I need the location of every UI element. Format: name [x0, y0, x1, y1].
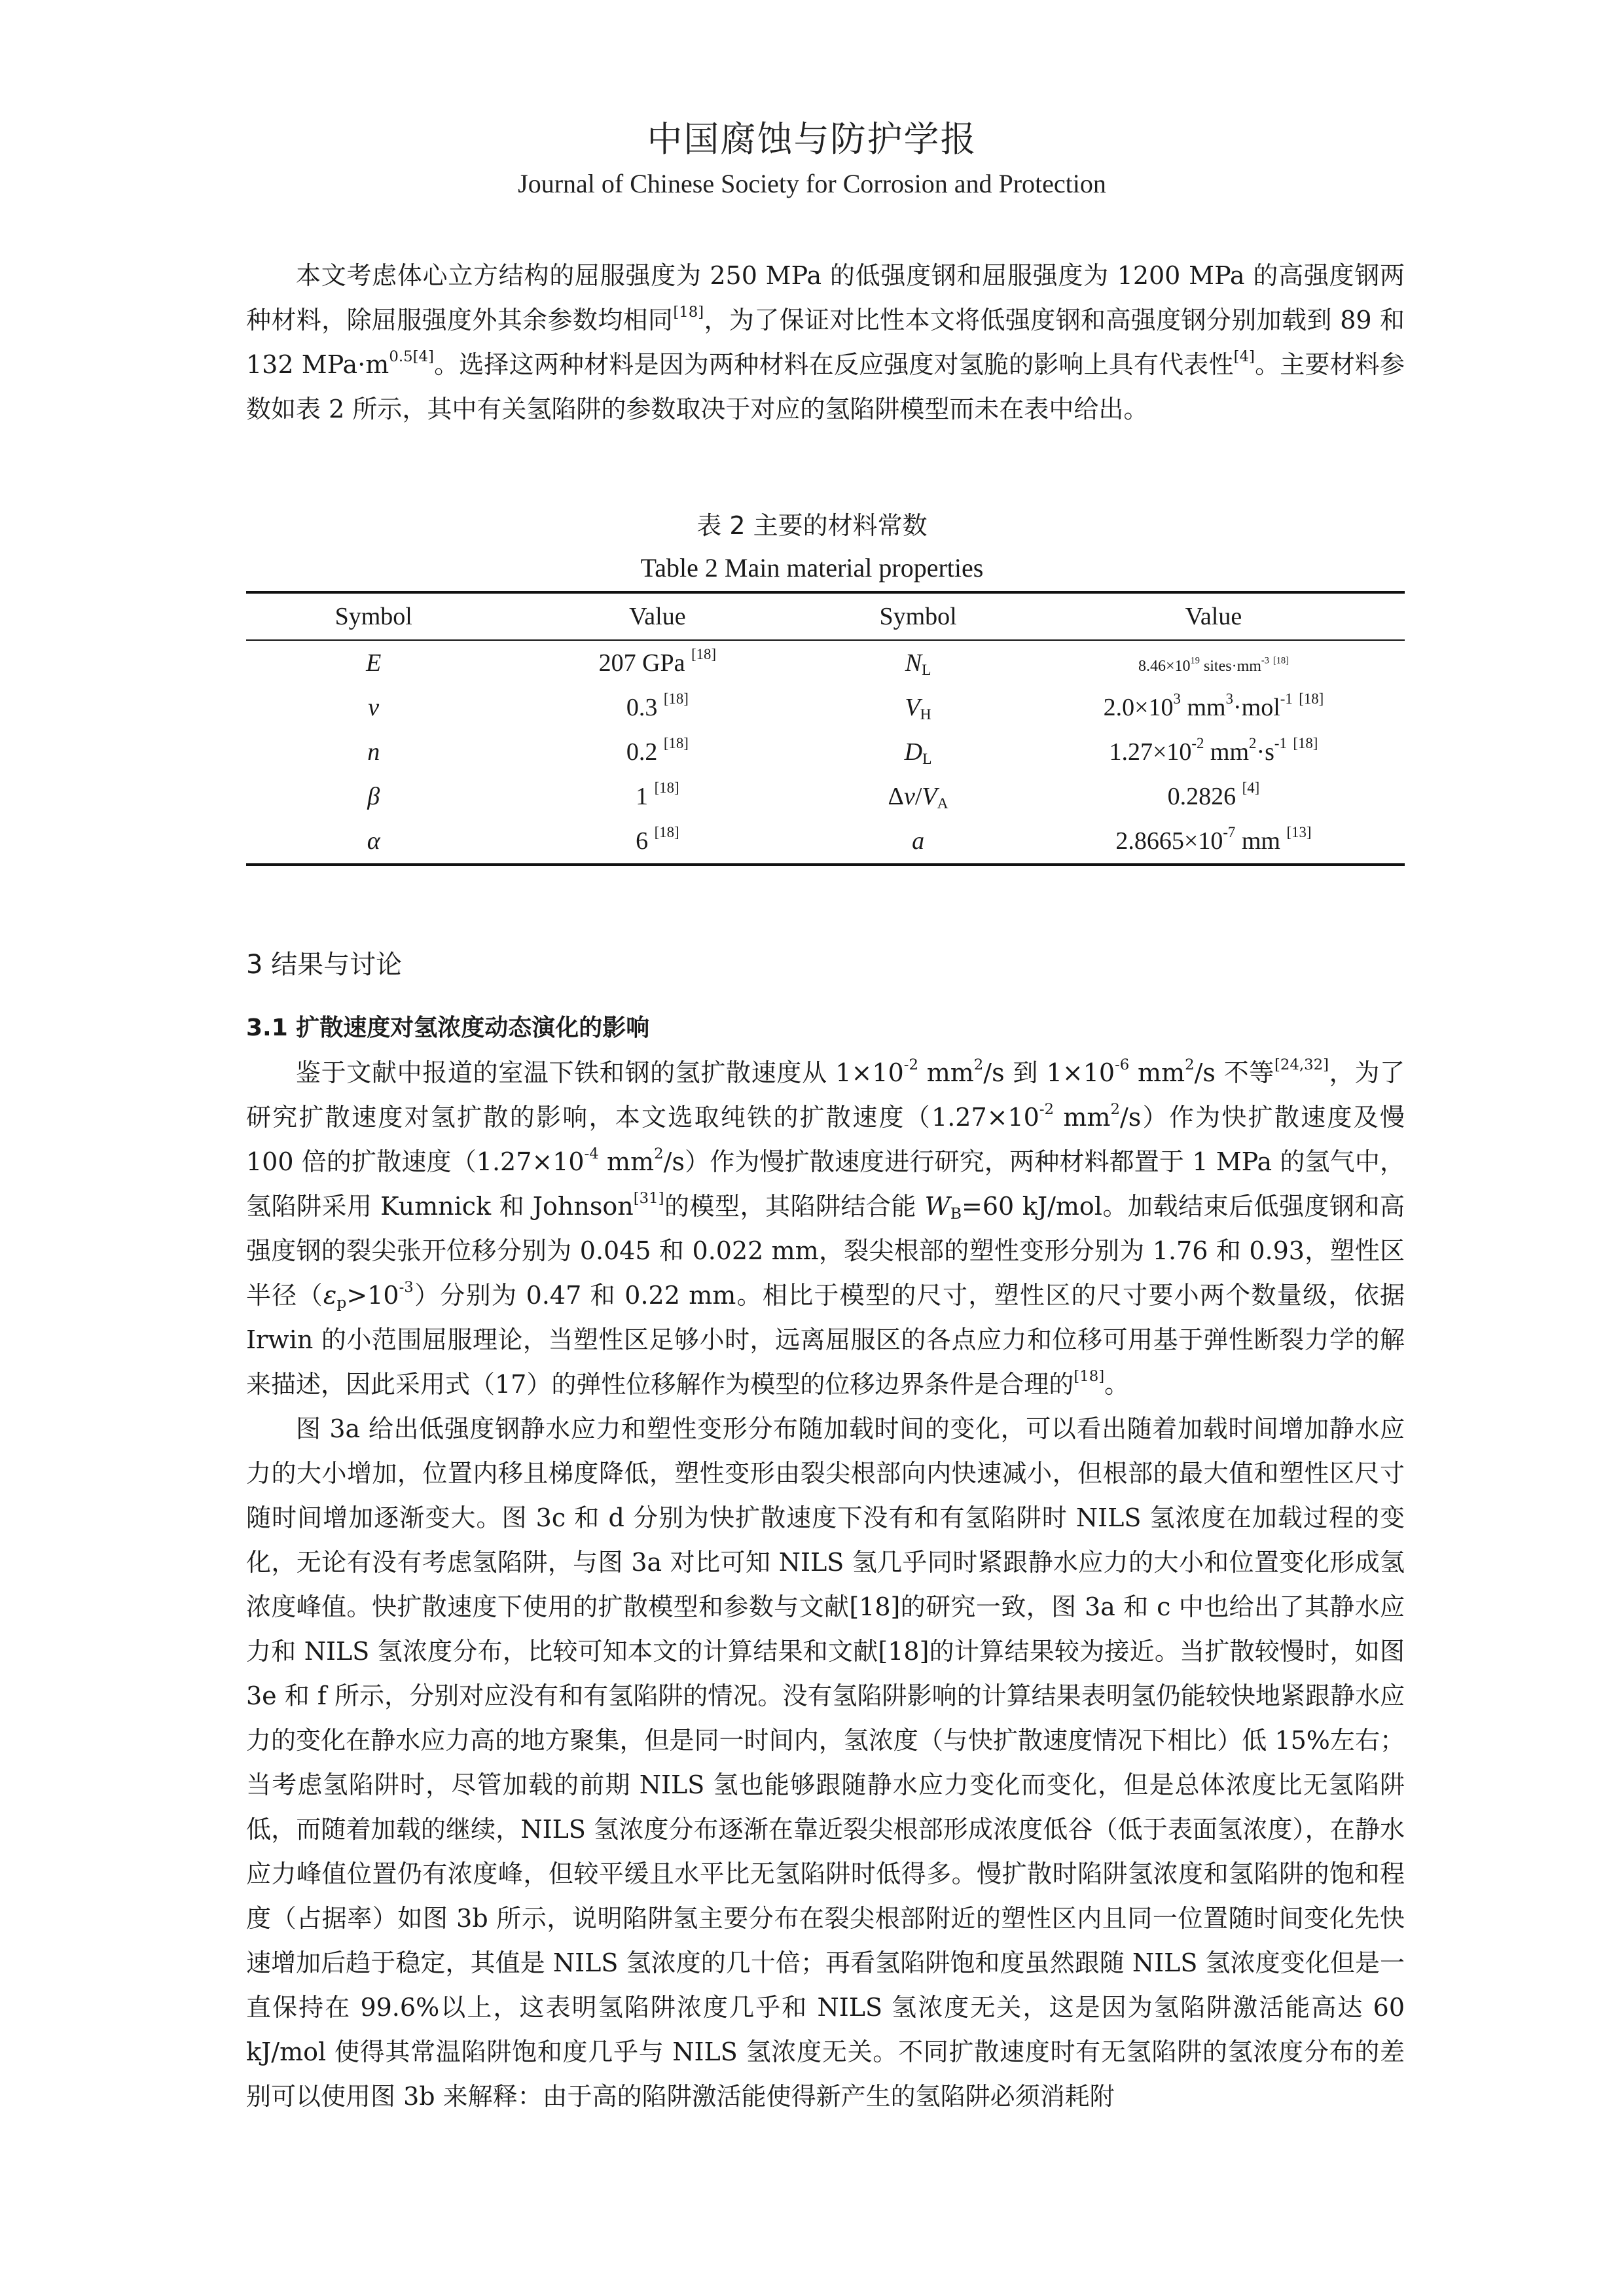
symbol-cell: E [366, 649, 382, 677]
journal-title-en: Journal of Chinese Society for Corrosion and Protection [518, 169, 1106, 198]
value-cell: 1 [18] [636, 779, 679, 810]
symbol-cell: $N_L$ [905, 649, 931, 679]
value-cell: $2.8665\times 10^{-7}$ mm [13] [1022, 819, 1405, 865]
symbol-cell: α [246, 819, 501, 865]
citation: [18] [1074, 1367, 1105, 1385]
table-row [246, 774, 1405, 819]
citation: [24,32] [1274, 1056, 1329, 1073]
table-row [246, 730, 1405, 774]
citation: [18] [673, 303, 704, 321]
table-caption-cn: 表 2 主要的材料常数 [696, 511, 928, 540]
value-cell: 0.2 [18] [626, 734, 689, 766]
value-cell: 0.2826 [4] [1167, 779, 1260, 810]
journal-title-cn: 中国腐蚀与防护学报 [647, 118, 977, 160]
column-header: Value [1022, 592, 1405, 640]
table-row [246, 640, 1405, 685]
intro-section [246, 253, 1405, 431]
symbol-cell: β [367, 783, 380, 810]
symbol-cell: v [368, 694, 380, 721]
symbol-cell: a [814, 819, 1022, 865]
value-cell: 0.3 [18] [626, 690, 689, 721]
citation: [31] [633, 1189, 664, 1207]
value-cell: 6 [18] [501, 819, 814, 865]
table-row [246, 819, 1405, 865]
body-paragraph: 图 3a 给出低强度钢静水应力和塑性变形分布随加载时间的变化，可以看出随着加载时间增加静水应力的大小增加，位置内移且梯度降低，塑性变形由裂尖根部向内快速减小，但根部的最大值和塑性区尺寸随时间增加逐渐变大。图 3c 和 d 分别为快扩散速度下没有和有氢陷阱时 NILS 氢浓度在加载过程的变化，无论有没有考虑氢陷阱，与图 3a 对比可知 NILS 氢几乎同时紧跟静水应力的大小和位置变化形成氢浓度峰值。快扩散速度下使用的扩散模型和参数与文献[18]的研究一致，图 3a 和 c 中也给出了其静水应力和 NILS 氢浓度分布，比较可知本文的计算结果和文献[18]的计算结果较为接近。当扩散较慢时，如图 3e 和 f 所示，分别对应没有和有氢陷阱的情况。没有氢陷阱影响的计算结果表明氢仍能较快地紧跟静水应力的变化在静水应力高的地方聚集，但是同一时间内，氢浓度（与快扩散速度情况下相比）低 15%左右；当考虑氢陷阱时，尽管加载的前期 NILS 氢也能够跟随静水应力变化而变化，但是总体浓度比无氢陷阱低，而随着加载的继续，NILS 氢浓度分布逐渐在靠近裂尖根部形成浓度低谷（低于表面氢浓度），在静水应力峰值位置仍有浓度峰，但较平缓且水平比无氢陷阱时低得多。慢扩散时陷阱氢浓度和氢陷阱的饱和程度（占据率）如图 3b 所示，说明陷阱氢主要分布在裂尖根部附近的塑性区内且同一位置随时间变化先快速增加后趋于稳定，其值是 NILS 氢浓度的几十倍；再看氢陷阱饱和度虽然跟随 NILS 氢浓度变化但是一直保持在 99.6%以上，这表明氢陷阱浓度几乎和 NILS 氢浓度无关，这是因为氢陷阱激活能高达 60 kJ/mol 使得其常温陷阱饱和度几乎与 NILS 氢浓度无关。不同扩散速度时有无氢陷阱的氢浓度分布的差别可以使用图 3b 来解释：由于高的陷阱激活能使得新产生的氢陷阱必须消耗附 [246, 1414, 1405, 2111]
value-cell: $8.46\times 10^{19}$ $sites\cdot mm^{-3}$ [18] [1138, 655, 1289, 675]
symbol-cell: $\Delta v/V_A$ [888, 783, 948, 812]
value-cell: 207 GPa [18] [598, 645, 717, 677]
section-heading: 3 结果与讨论 [246, 950, 403, 980]
column-header: Value [501, 592, 814, 640]
table-row [246, 685, 1405, 730]
value-cell: $2.0\times 10^3$ $mm^3\cdot mol^{-1}$ [18] [1103, 690, 1324, 721]
results-section [246, 1050, 1405, 2119]
column-header: Symbol [814, 592, 1022, 640]
column-header: Symbol [246, 592, 501, 640]
body-paragraph: 鉴于文献中报道的室温下铁和钢的氢扩散速度从 $1\times 10^{-2}$ $mm^2/s$ 到 $1\times 10^{-6}$ $mm^2/s$ 不等[24,32]，为了研究扩散速度对氢扩散的影响，本文选取纯铁的扩散速度（$1.27\times 10^{-2}$ $mm^2/s$）作为快扩散速度及慢 100 倍的扩散速度（$1.27\times 10^{-4}$ $mm^2/s$）作为慢扩散速度进行研究，两种材料都置于 1 MPa 的氢气中，氢陷阱采用 Kumnick 和 Johnson[31]的模型，其陷阱结合能 $W_B=60$ kJ/mol。加载结束后低强度钢和高强度钢的裂尖张开位移分别为 0.045 和 0.022 mm，裂尖根部的塑性变形分别为 1.76 和 0.93，塑性区半径$(\varepsilon_p>10^{-3})$分别为 0.47 和 0.22 mm。相比于模型的尺寸，塑性区的尺寸要小两个数量级，依据 Irwin 的小范围屈服理论，当塑性区足够小时，远离屈服区的各点应力和位移可用基于弹性断裂力学的解来描述，因此采用式（17）的弹性位移解作为模型的位移边界条件是合理的[18]。 [246, 1056, 1405, 1399]
citation: [4] [1233, 348, 1255, 365]
table-header-row [246, 592, 1405, 640]
value-cell: $1.27\times 10^{-2}$ $mm^2\cdot s^{-1}$ [18] [1109, 734, 1318, 766]
citation: [4] [412, 348, 434, 365]
symbol-cell: n [367, 738, 380, 766]
symbol-cell: $D_L$ [904, 738, 932, 768]
intro-paragraph: 本文考虑体心立方结构的屈服强度为 250 MPa 的低强度钢和屈服强度为 1200 MPa 的高强度钢两种材料，除屈服强度外其余参数均相同[18]，为了保证对比性本文将低强度钢和高强度钢分别加载到 89 和 132 $MPa\cdot m^{0.5[4]}$。选择这两种材料是因为两种材料在反应强度对氢脆的影响上具有代表性[4]。主要材料参数如表 2 所示，其中有关氢陷阱的参数取决于对应的氢陷阱模型而未在表中给出。 [246, 261, 1405, 423]
table-caption-en: Table 2 Main material properties [640, 553, 984, 583]
symbol-cell: $V_H$ [905, 694, 931, 723]
material-properties-table [246, 591, 1405, 866]
subsection-heading: 3.1 扩散速度对氢浓度动态演化的影响 [246, 1014, 650, 1041]
